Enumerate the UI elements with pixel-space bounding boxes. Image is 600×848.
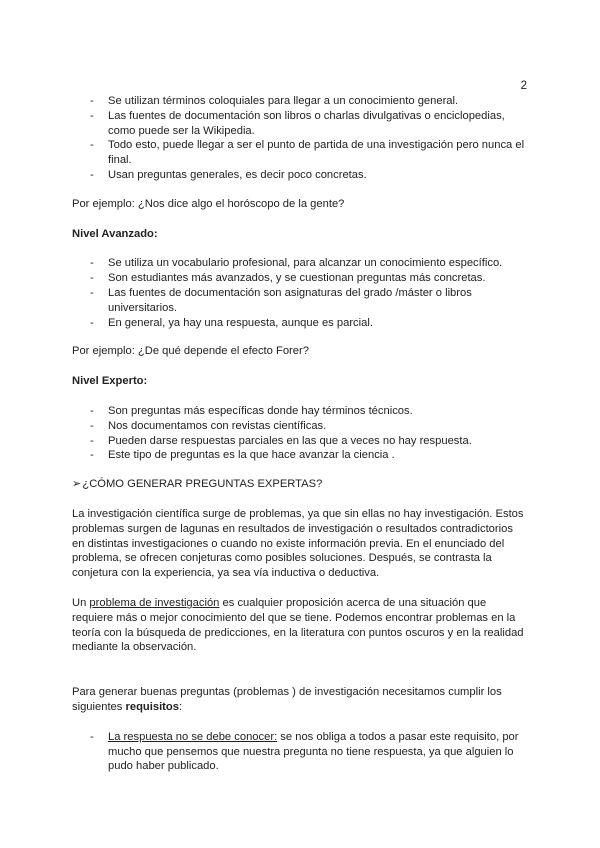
advanced-level-list [72,256,528,330]
list-item: - Las fuentes de documentación son libros o charlas divulgativas o enciclopedias, como puede ser la Wikipedia. [72,109,528,139]
paragraph-text: es cualquier proposición acerca de una situación que requiere más o mejor conocimiento del que se tiene. Podemos encontrar problemas en la teoría con la búsqueda de predicciones, en la literatura con puntos oscuros y en la realidad mediante la observación. [72,596,524,654]
paragraph-problems: La investigación científica surge de problemas, ya que sin ellas no hay investigación. Estos problemas surgen de lagunas en resultados de investigación o resultados contradictorios en distintas investigaciones o cuando no existe información previa. En el enunciado del problema, se ofrecen conjeturas como posibles soluciones. Después, se contrasta la conjetura con la experiencia, ya sea vía inductiva o deductiva. [72,507,524,580]
heading-expert: Nivel Experto: [72,375,148,388]
heading-advanced: Nivel Avanzado: [72,227,158,240]
page-number: 2 [520,80,527,92]
section-title [72,477,528,492]
bold-term: requisitos [125,700,179,713]
requirement-text: se nos obliga a todos a pasar este requisito, por mucho que pensemos que nuestra pregunta no tiene respuesta, ya que alguien lo pudo haber publicado. [108,730,519,773]
section-title-text: ¿CÓMO GENERAR PREGUNTAS EXPERTAS? [82,478,323,491]
list-item: - Nos documentamos con revistas científicas. [72,419,528,434]
list-item [72,730,528,774]
paragraph-text: Para generar buenas preguntas (problemas ) de investigación necesitamos cumplir los siguientes [72,686,502,713]
paragraph-end: : [178,700,183,713]
requirements-list [72,730,528,774]
list-item: - Las fuentes de documentación son asignaturas del grado /máster o libros universitarios. [72,286,528,316]
list-item: - En general, ya hay una respuesta, aunque es parcial. [72,316,528,331]
example-basic: Por ejemplo: ¿Nos dice algo el horóscopo de la gente? [72,197,345,210]
requirement-term: La respuesta no se debe conocer: [108,730,278,743]
list-item: - Se utilizan términos coloquiales para llegar a un conocimiento general. [72,94,528,109]
paragraph-prefix: Un [72,596,90,609]
list-item: - Usan preguntas generales, es decir poco concretas. [72,168,528,183]
paragraph-requirements [72,685,528,715]
example-advanced: Por ejemplo: ¿De qué depende el efecto Forer? [72,345,309,358]
arrow-bullet-icon: ➢ [72,478,82,491]
list-item: - Pueden darse respuestas parciales en las que a veces no hay respuesta. [72,434,528,449]
list-item: - Se utiliza un vocabulario profesional, para alcanzar un conocimiento específico. [72,256,528,271]
list-item: - Son preguntas más específicas donde hay términos técnicos. [72,404,528,419]
document-body [72,94,528,774]
list-item: - Este tipo de preguntas es la que hace avanzar la ciencia . [72,448,528,463]
expert-level-list [72,404,528,463]
list-item: - Todo esto, puede llegar a ser el punto de partida de una investigación pero nunca el final. [72,138,528,168]
list-item: - Son estudiantes más avanzados, y se cuestionan preguntas más concretas. [72,271,528,286]
underlined-term: problema de investigación [89,596,220,609]
basic-level-list [72,94,528,183]
paragraph-definition [72,596,528,655]
